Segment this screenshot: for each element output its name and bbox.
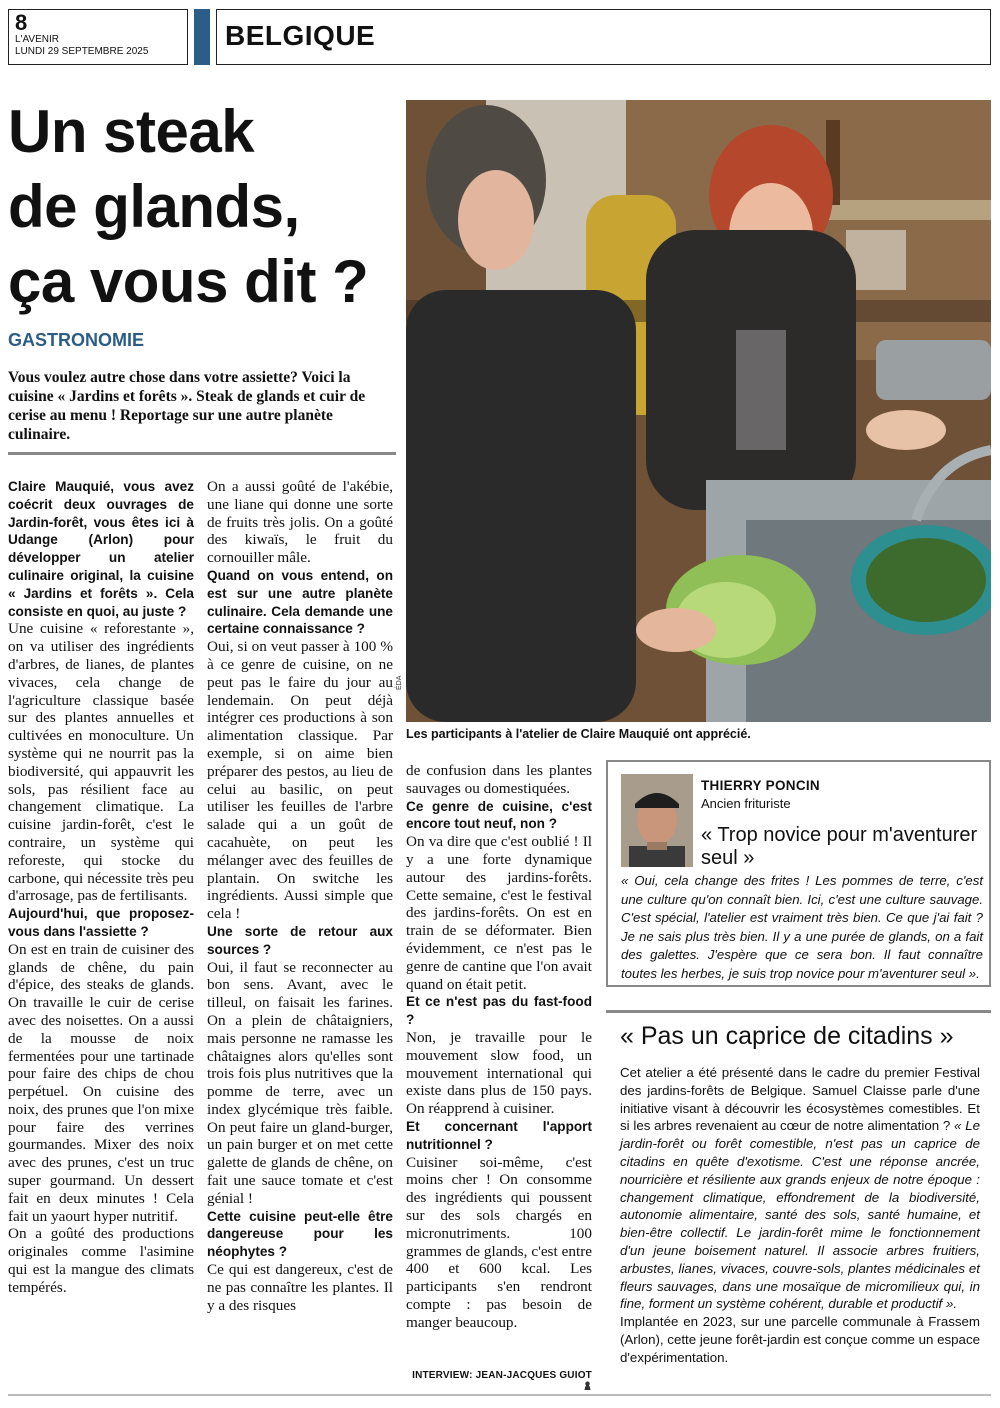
rubric-label: GASTRONOMIE [8, 330, 145, 350]
publication-date: LUNDI 29 SEPTEMBRE 2025 [15, 46, 149, 57]
page-number: 8 [15, 10, 28, 35]
portrait-photo [621, 774, 693, 867]
interview-question: Et ce n'est pas du fast-food ? [406, 994, 592, 1028]
page-bottom-rule [8, 1394, 991, 1396]
sidebar-paragraph: Implantée en 2023, sur une parcelle communale à Frassem (Arlon), cette jeune forêt-jardin est conçue comme un espace d'expérimentation. [620, 1314, 980, 1365]
interview-answer: On va dire que c'est oublié ! Il y a une forte dynamique autour des jardins-forêts. Cette semaine, c'est le festival des jardins-forêts. On est en train de se déformater. Bien évidemment, ce n'est pas le genre de cantine que l'on avait quand on était petit. [406, 833, 592, 993]
headline [8, 94, 400, 319]
interview-answer: On a goûté des productions originales comme l'asimine qui est la mangue des climats tempérés. [8, 1225, 194, 1296]
section-title: BELGIQUE [225, 20, 376, 51]
photo-credit: ÉDA [396, 675, 403, 690]
interview-answer: Une cuisine « reforestante », on va utiliser des ingrédients d'arbres, de lianes, de plantes vivaces, cela change de l'agriculture classique basée sur des plantes annuelles et cultivées en monoculture. Un système qui ne nourrit pas la biodiversité, qui appauvrit les sols, pas résilient face au changement climatique. La cuisine jardin-forêt, c'est le contraire, un système qui reforeste, qui stocke du carbone, qui nécessite très peu d'arrosage, pas de fertilisants. [8, 620, 194, 905]
lead-divider [8, 452, 396, 455]
article-lead: Vous voulez autre chose dans votre assiette? Voici la cuisine « Jardins et forêts ». Steak de glands et cuir de cerise au menu ! Reportage sur une autre planète culinaire. [8, 369, 366, 443]
photo-caption: Les participants à l'atelier de Claire Mauquié ont apprécié. [406, 727, 751, 741]
sidebar-body [620, 1064, 980, 1367]
portrait-illustration [621, 774, 693, 867]
interview-answer: Ce qui est dangereux, c'est de ne pas connaître les plantes. Il y a des risques [207, 1261, 393, 1314]
interview-answer: de confusion dans les plantes sauvages ou domestiquées. [406, 762, 592, 797]
interview-answer: Cuisiner soi-même, c'est moins cher ! On consomme des ingrédients qui poussent sur des sols chargés en micronutriments. 100 grammes de glands, c'est entre 400 et 600 kcal. Les participants s'en rendront compte : pas besoin de manger beaucoup. [406, 1153, 592, 1331]
interview-question: Cette cuisine peut-elle être dangereuse pour les néophytes ? [207, 1208, 393, 1260]
headline-line: ça vous dit ? [8, 248, 369, 315]
article-photo [406, 100, 991, 722]
sidebar-paragraph: Cet atelier a été présenté dans le cadre du premier Festival des jardins-forêts de Belgique. Samuel Claisse parle d'une initiative visant à découvrir les écosystèmes comestibles. Et si les arbres revenaient au cœur de notre alimentation ? [620, 1065, 980, 1134]
interview-question: Quand on vous entend, on est sur une autre planète culinaire. Cela demande une certaine connaissance ? [207, 567, 393, 637]
page-header-left [8, 9, 188, 65]
testimonial-role: Ancien frituriste [701, 796, 791, 811]
person-icon [583, 1381, 592, 1390]
interview-answer: On a aussi goûté de l'akébie, une liane qui donne une sorte de fruits très jolis. On a goûté des kiwaïs, le fruit du cornouiller mâle. [207, 478, 393, 567]
interview-question: Ce genre de cuisine, c'est encore tout neuf, non ? [406, 798, 592, 832]
kitchen-scene-illustration [406, 100, 991, 722]
testimonial-text: « Oui, cela change des frites ! Les pommes de terre, c'est une culture qu'on connaît bien. Ici, c'est une culture sauvage. C'est spécial, l'atelier est vraiment très bien. Ce que j'ai fait ? Je ne sais plus très bien. Il y a une purée de glands, on a fait des galettes. J'espère que ce sera bon. Il faut connaître toutes les herbes, je suis trop novice pour m'aventurer seul ». [621, 873, 983, 981]
interview-question: Claire Mauquié, vous avez coécrit deux ouvrages de Jardin-forêt, vous êtes ici à Udange (Arlon) pour développer un atelier culinaire original, la cuisine « Jardins et forêts ». Cela consiste en quoi, au juste ? [8, 479, 194, 619]
section-color-bar [194, 9, 210, 65]
interview-question: Et concernant l'apport nutritionnel ? [406, 1118, 592, 1152]
interview-answer: Non, je travaille pour le mouvement slow food, un mouvement international qui existe dans plus de 150 pays. On réapprend à cuisiner. [406, 1028, 592, 1118]
sidebar-title: « Pas un caprice de citadins » [620, 1022, 954, 1050]
interview-question: Aujourd'hui, que proposez-vous dans l'assiette ? [8, 906, 194, 939]
interview-credit-text: INTERVIEW: JEAN-JACQUES GUIOT [412, 1370, 592, 1381]
interview-answer: On est en train de cuisiner des glands de chêne, du pain d'épice, des steaks de glands. On travaille le cuir de cerise avec des noisettes. On a aussi de la mousse de noix fermentées pour une tartinade pour faire des chips de chou perpétuel. On cuisine des noix, des prunes que l'on mixe pour faire des verrines gourmandes. Mixer des noix avec des prunes, c'est un truc super gourmand. Un dessert fait en deux minutes ! Cela fait un yaourt hyper nutritif. [8, 940, 194, 1225]
article-column-1 [8, 478, 194, 1386]
interview-credit [406, 1370, 592, 1392]
interview-answer: Oui, si on veut passer à 100 % à ce genre de cuisine, on ne peut pas le faire du jour au lendemain. On peut déjà intégrer ces productions à son alimentation classique. Par exemple, si on aime bien préparer des pestos, au lieu de celui au basilic, on peut utiliser les feuilles de l'arbre salade qui a un goût de cacahuète, on peut les mélanger avec des feuilles de plantain. On switche les ingrédients. Aussi simple que cela ! [207, 638, 393, 923]
testimonial-box [606, 760, 991, 987]
headline-line: Un steak [8, 98, 255, 165]
sidebar-divider [606, 1010, 991, 1013]
article-column-3 [406, 762, 592, 1372]
interview-question: Une sorte de retour aux sources ? [207, 923, 393, 957]
publication-name: L'AVENIR [15, 34, 59, 45]
section-header [216, 9, 991, 65]
testimonial-name: THIERRY PONCIN [701, 778, 820, 793]
testimonial-title: « Trop novice pour m'aventurer seul » [701, 824, 978, 869]
article-column-2 [207, 478, 393, 1386]
sidebar-quote: « Le jardin-forêt ou forêt comestible, n'est pas un caprice de citadins en quête d'exotisme. C'est une réponse ancrée, nourricière et résiliente aux grands enjeux de notre époque : changement climatique, effondrement de la biodiversité, autonomie alimentaire, santé des sols, santé humaine, et bien-être collectif. Le jardin-forêt mime le fonctionnement d'un jeune boisement naturel. Il associe arbres fruitiers, arbustes, lianes, vivaces, couvre-sols, plantes médicinales et fleurs sauvages, dans une mosaïque de micromilieux qui, in fine, forment un système cohérent, durable et productif ». [620, 1118, 980, 1312]
interview-answer: Oui, il faut se reconnecter au bon sens. Avant, avec le tilleul, on faisait les farines. On a plein de châtaigniers, mais personne ne ramasse les châtaignes alors qu'elles sont trois fois plus nutritives que la pomme de terre, avec un index glycémique très faible. On peut faire un gland-burger, un pain burger et on met cette galette de glands de chêne, on fait une sauce tomate et c'est génial ! [207, 958, 393, 1207]
headline-line: de glands, [8, 173, 300, 240]
